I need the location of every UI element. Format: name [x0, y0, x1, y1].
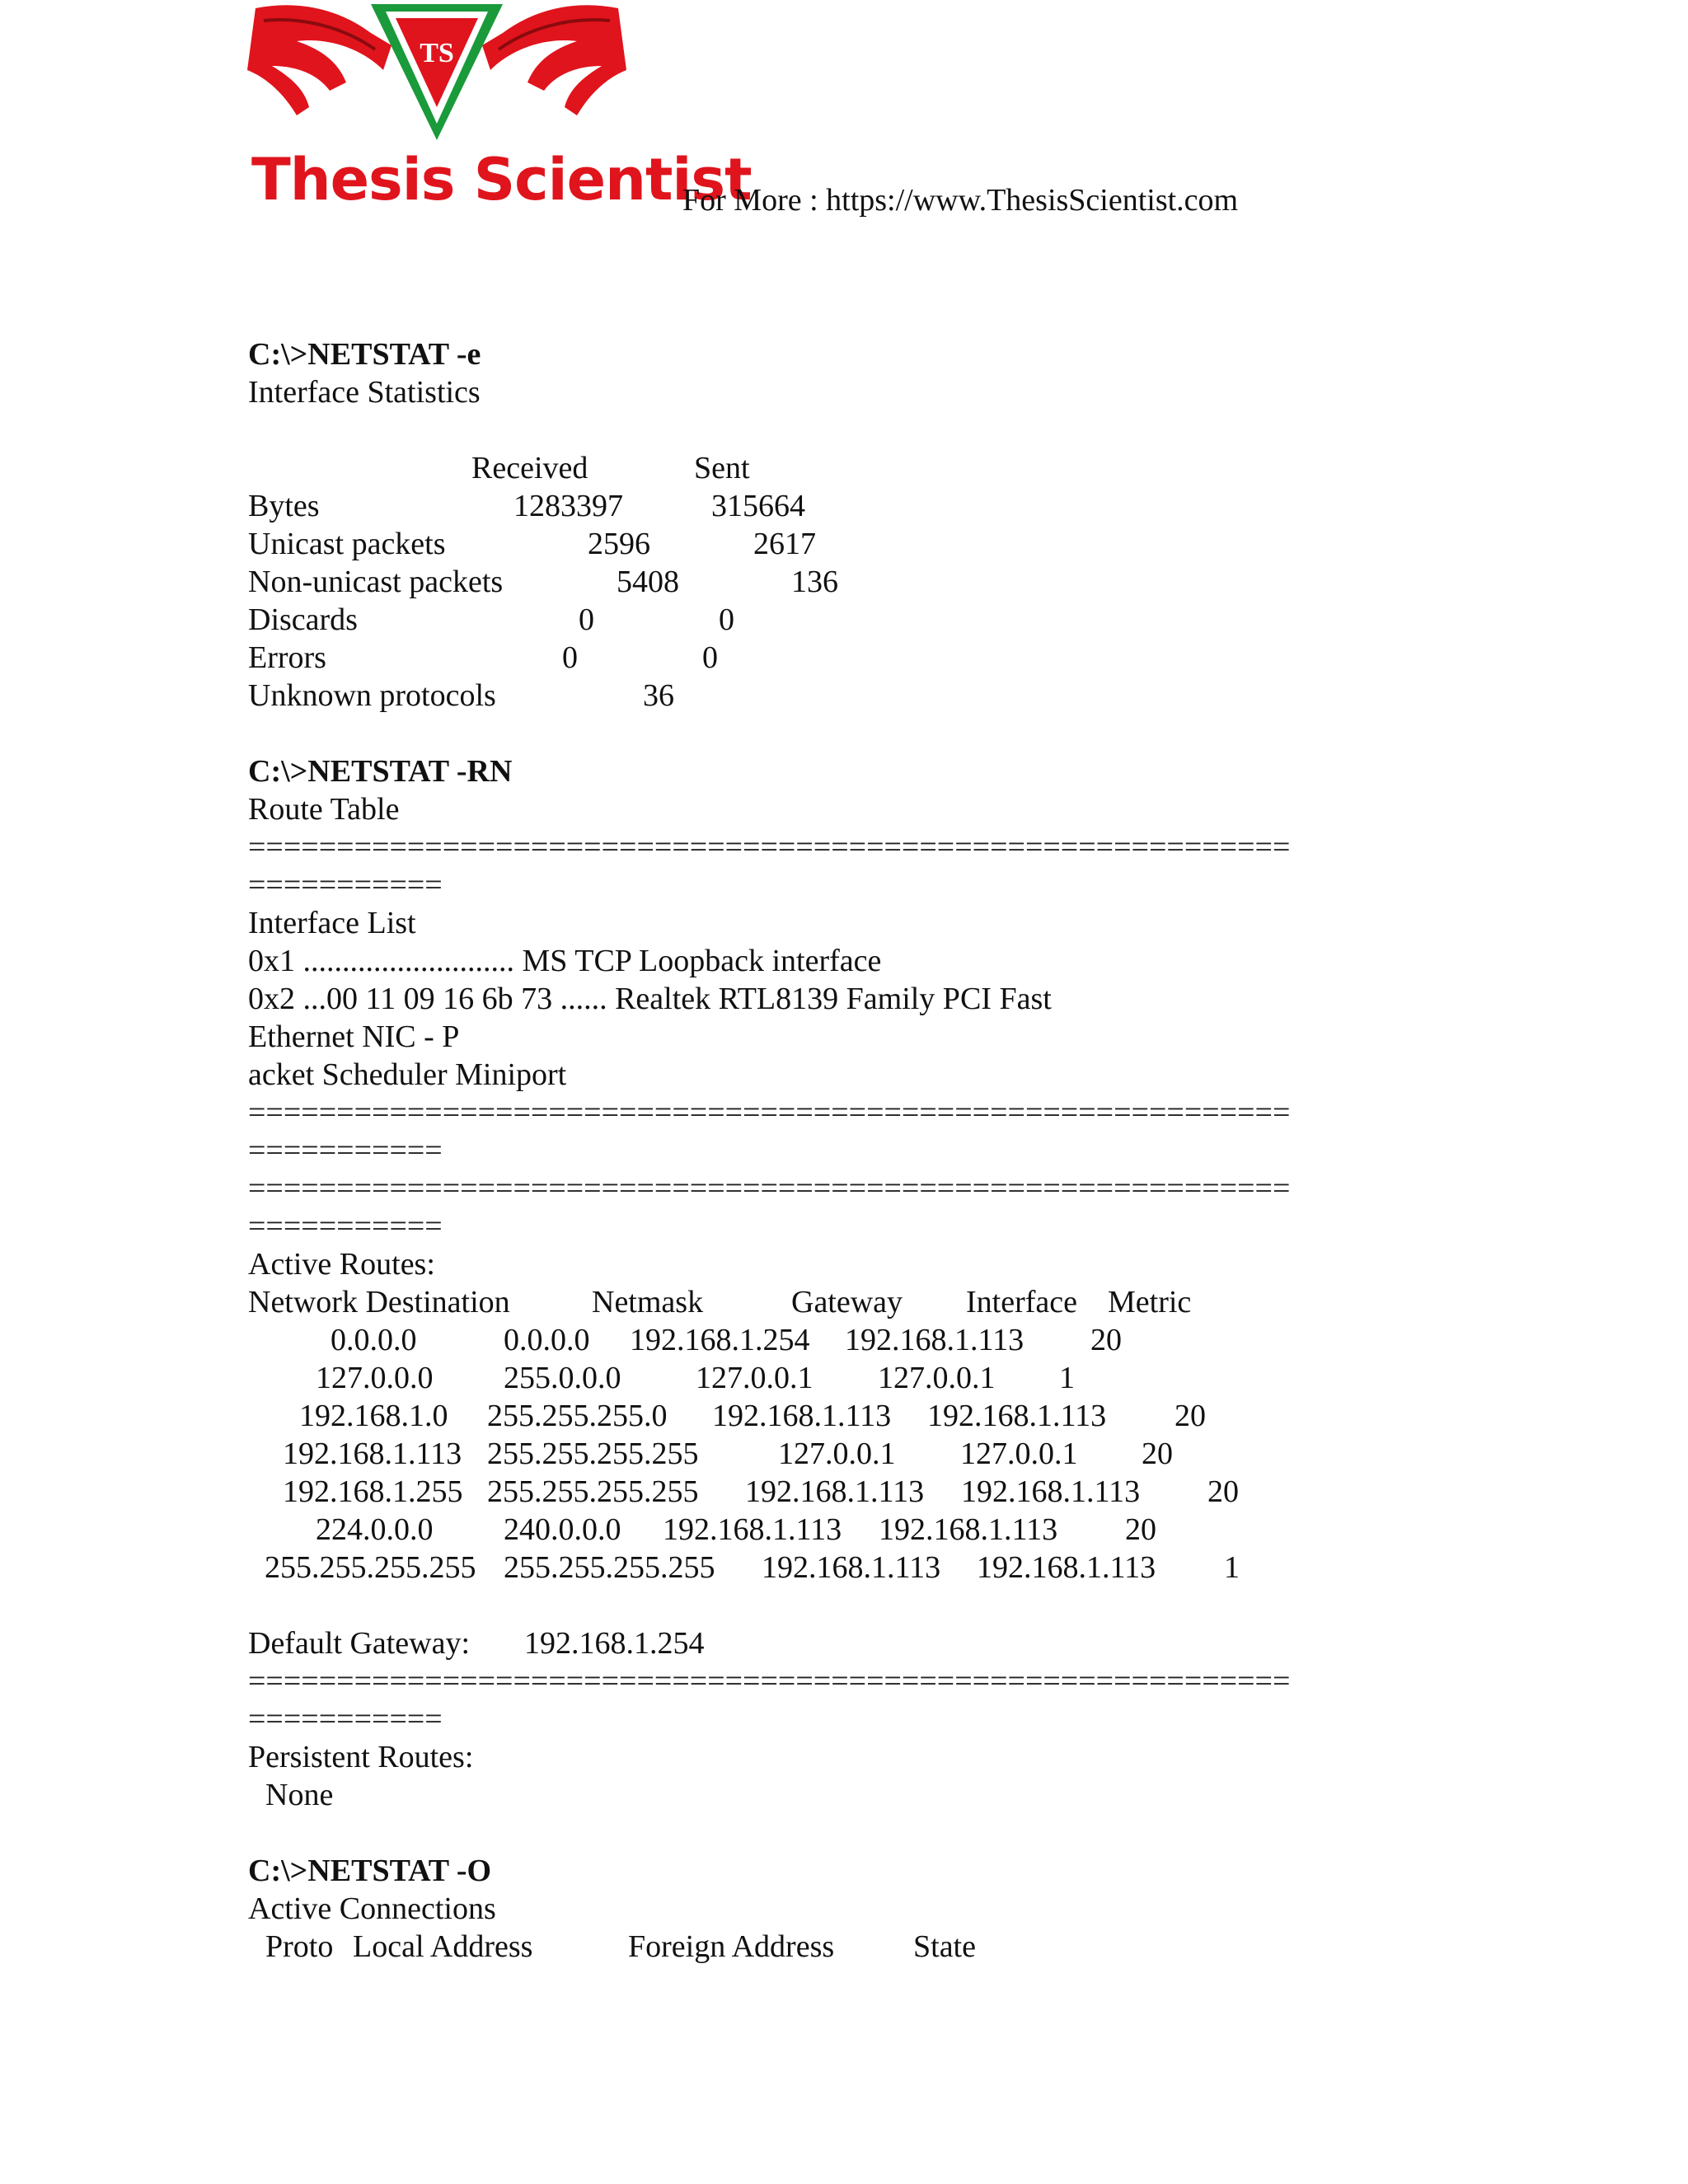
interface-list-title: Interface List	[248, 906, 416, 940]
stats-sent: 315664	[711, 489, 805, 523]
separator-short: ===========	[248, 868, 443, 902]
route-mask: 240.0.0.0	[504, 1512, 621, 1547]
stats-sent: 0	[719, 602, 734, 637]
route-dest: 192.168.1.113	[283, 1436, 462, 1471]
route-mask: 255.0.0.0	[504, 1361, 621, 1395]
stats-sent: 0	[702, 640, 718, 675]
stats-received: 5408	[617, 565, 679, 599]
route-interface: 192.168.1.113	[927, 1399, 1107, 1433]
interface-entry-1: 0x1 ........................... MS TCP Loopback interface	[248, 944, 882, 978]
stats-label: Non-unicast packets	[248, 565, 504, 599]
route-metric: 1	[1059, 1361, 1075, 1395]
col-received: Received	[471, 451, 588, 485]
header-gateway: Gateway	[791, 1285, 903, 1319]
stats-received: 2596	[588, 527, 650, 561]
logo	[247, 0, 752, 223]
separator-short: ===========	[248, 1702, 443, 1736]
active-connections-title: Active Connections	[248, 1891, 496, 1926]
route-dest: 255.255.255.255	[265, 1550, 476, 1585]
route-gateway: 192.168.1.113	[745, 1474, 925, 1509]
separator-long: ===========================================================	[248, 1171, 1291, 1206]
separator-short: ===========	[248, 1209, 443, 1244]
command-netstat-e: C:\>NETSTAT -e	[248, 337, 481, 372]
header-local-address: Local Address	[353, 1929, 533, 1964]
command-netstat-o: C:\>NETSTAT -O	[248, 1854, 492, 1888]
separator-long: ===========================================================	[248, 830, 1291, 865]
header-network-destination: Network Destination	[248, 1285, 510, 1319]
interface-statistics-title: Interface Statistics	[248, 375, 481, 410]
route-metric: 20	[1175, 1399, 1206, 1433]
route-interface: 127.0.0.1	[960, 1436, 1078, 1471]
active-routes-title: Active Routes:	[248, 1247, 435, 1282]
route-gateway: 192.168.1.113	[762, 1550, 941, 1585]
route-metric: 1	[1224, 1550, 1240, 1585]
route-interface: 192.168.1.113	[977, 1550, 1156, 1585]
route-gateway: 192.168.1.254	[630, 1323, 810, 1357]
persistent-routes-value: None	[265, 1778, 334, 1812]
stats-received: 36	[643, 678, 674, 713]
route-interface: 192.168.1.113	[879, 1512, 1058, 1547]
route-metric: 20	[1142, 1436, 1173, 1471]
logo-mark-text: TS	[420, 38, 454, 68]
header-proto: Proto	[265, 1929, 334, 1964]
col-sent: Sent	[694, 451, 750, 485]
header-foreign-address: Foreign Address	[628, 1929, 835, 1964]
command-netstat-rn: C:\>NETSTAT -RN	[248, 754, 513, 789]
header-state: State	[913, 1929, 976, 1964]
route-dest: 224.0.0.0	[316, 1512, 434, 1547]
route-mask: 255.255.255.255	[487, 1474, 699, 1509]
stats-label: Unknown protocols	[248, 678, 496, 713]
route-table-title: Route Table	[248, 792, 400, 827]
header-netmask: Netmask	[592, 1285, 704, 1319]
default-gateway-label: Default Gateway:	[248, 1626, 471, 1661]
header-interface: Interface	[966, 1285, 1077, 1319]
route-mask: 0.0.0.0	[504, 1323, 590, 1357]
header-metric: Metric	[1108, 1285, 1192, 1319]
persistent-routes-title: Persistent Routes:	[248, 1740, 474, 1774]
stats-received: 0	[579, 602, 594, 637]
route-dest: 192.168.1.255	[283, 1474, 463, 1509]
route-mask: 255.255.255.255	[504, 1550, 715, 1585]
for-more-link[interactable]: For More : https://www.ThesisScientist.com	[682, 183, 1239, 218]
stats-sent: 136	[791, 565, 838, 599]
stats-label: Bytes	[248, 489, 320, 523]
route-interface: 192.168.1.113	[961, 1474, 1141, 1509]
route-interface: 192.168.1.113	[845, 1323, 1025, 1357]
route-mask: 255.255.255.0	[487, 1399, 668, 1433]
route-dest: 192.168.1.0	[299, 1399, 448, 1433]
route-metric: 20	[1125, 1512, 1156, 1547]
stats-received: 0	[562, 640, 578, 675]
interface-entry-2-line-3: acket Scheduler Miniport	[248, 1057, 567, 1092]
route-dest: 0.0.0.0	[331, 1323, 417, 1357]
stats-label: Unicast packets	[248, 527, 446, 561]
logo-text: Thesis Scientist	[251, 146, 752, 213]
stats-sent: 2617	[753, 527, 816, 561]
interface-entry-2-line-2: Ethernet NIC - P	[248, 1019, 460, 1054]
route-metric: 20	[1207, 1474, 1239, 1509]
route-mask: 255.255.255.255	[487, 1436, 699, 1471]
default-gateway-value: 192.168.1.254	[524, 1626, 705, 1661]
separator-long: ===========================================================	[248, 1095, 1291, 1130]
route-dest: 127.0.0.0	[316, 1361, 434, 1395]
stats-received: 1283397	[513, 489, 623, 523]
route-gateway: 127.0.0.1	[696, 1361, 814, 1395]
separator-long: ===========================================================	[248, 1664, 1291, 1699]
separator-short: ===========	[248, 1133, 443, 1168]
route-metric: 20	[1090, 1323, 1122, 1357]
stats-label: Discards	[248, 602, 358, 637]
route-gateway: 127.0.0.1	[778, 1436, 896, 1471]
route-gateway: 192.168.1.113	[712, 1399, 892, 1433]
stats-label: Errors	[248, 640, 326, 675]
route-gateway: 192.168.1.113	[663, 1512, 842, 1547]
route-interface: 127.0.0.1	[878, 1361, 996, 1395]
interface-entry-2-line-1: 0x2 ...00 11 09 16 6b 73 ...... Realtek RTL8139 Family PCI Fast	[248, 982, 1052, 1016]
